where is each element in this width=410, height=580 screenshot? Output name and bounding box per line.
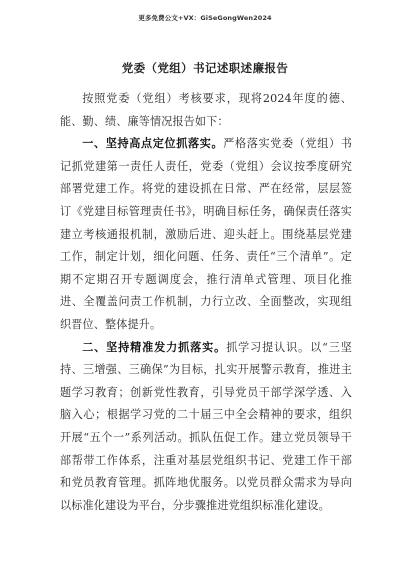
document-title: 党委（党组）书记述职述廉报告	[121, 61, 289, 75]
section-heading-2: 二、坚持精准发力抓落实。	[82, 340, 227, 354]
intro-paragraph: 按照党委（党组）考核要求，现将2024年度的德、能、勤、绩、廉等情况报告如下：	[60, 92, 352, 128]
section-paragraph-1	[60, 133, 352, 336]
section-text-2: 抓学习提认识。以“三坚持、三增强、三确保”为目标，扎实开展警示教育，推进主题学习教育；创新党性教育，引导党员干部学深学透、入脑入心；根据学习党的二十届三中全会精神的要求，组织开展“五个一”系列活动。抓队伍促工作。建立党员领导干部帮带工作体系，注重对基层党组织书记、党建工作干部和党员教育管理。抓阵地优服务。以党员群众需求为导向以标准化建设为平台，分步骤推进党组织标准化建设。	[60, 340, 352, 512]
section-text-1: 严格落实党委（党组）书记抓党建第一责任人责任，党委（党组）会议按季度研究部署党建工作。将党的建设抓在日常、严在经常，层层签订《党建目标管理责任书》，明确目标任务，确保责任落实建立考核通报机制，激励后进、迎头赶上。围绕基层党建工作，制定计划，细化问题、任务、责任“三个清单”。定期不定期召开专题调度会，推行清单式管理、项目化推进、全覆盖问责工作机制，力行立改、全面整改，实现组织晋位、整体提升。	[60, 137, 352, 331]
section-heading-1: 一、坚持高点定位抓落实。	[82, 137, 224, 151]
header-note: 更多免费公文+VX：GiSeGongWen2024	[138, 14, 272, 22]
document-body	[60, 88, 352, 517]
section-paragraph-2	[60, 337, 352, 518]
